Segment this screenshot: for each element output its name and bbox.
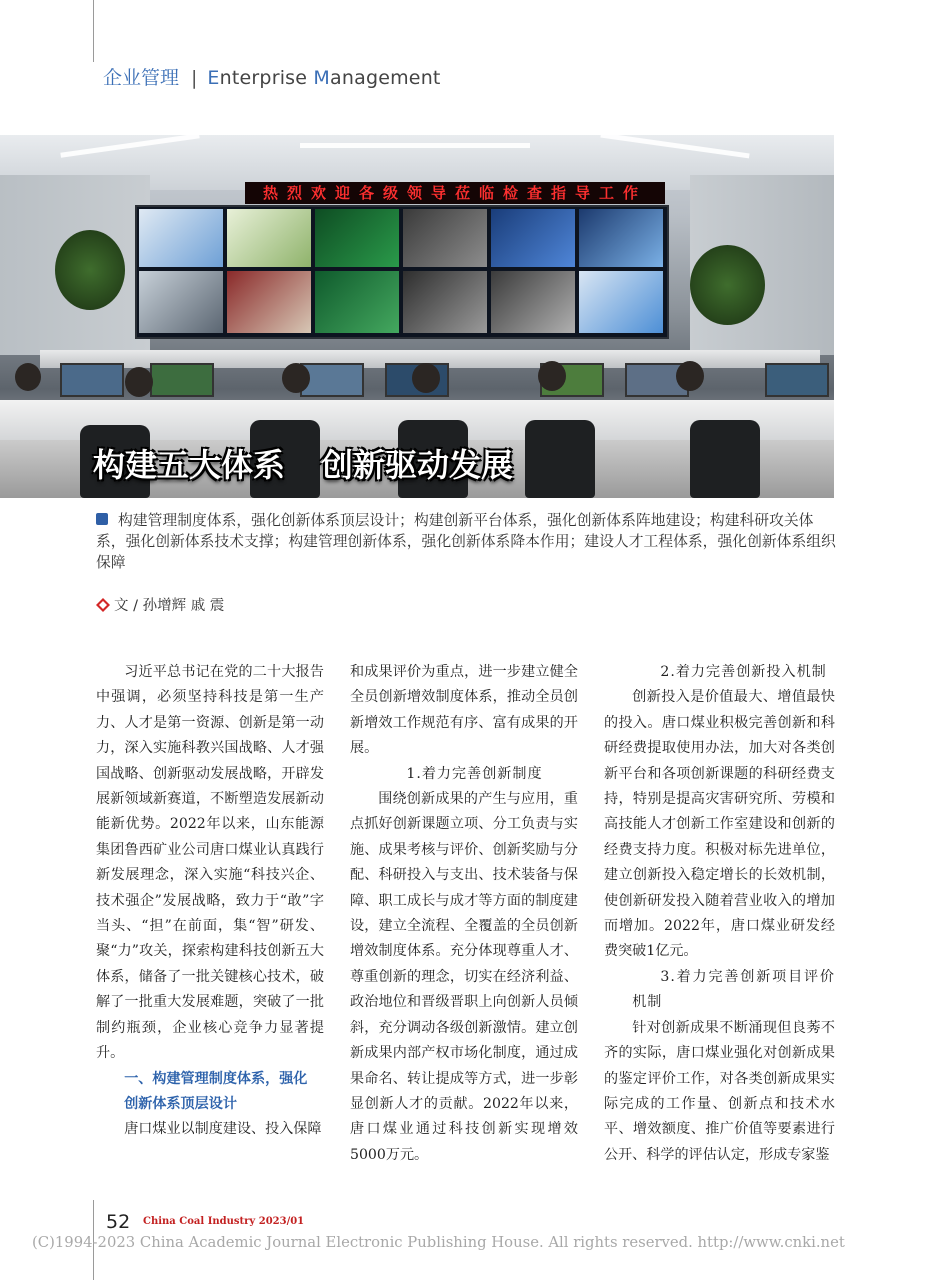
operator <box>125 367 153 397</box>
operator <box>412 363 440 393</box>
body-column-1 <box>96 660 324 1143</box>
article-title-part2: 创新驱动发展 <box>321 446 514 484</box>
section-heading-line1: 一、构建管理制度体系，强化 <box>124 1070 308 1087</box>
subheading: 2.着力完善创新投入机制 <box>660 664 827 680</box>
byline-text: 文 / 孙增辉 戚 震 <box>114 598 225 614</box>
section-title-en: Enterprise Management <box>207 67 441 89</box>
byline <box>96 594 224 615</box>
subheading: 3.着力完善创新项目评价机制 <box>632 968 835 1011</box>
body-column-3 <box>604 660 835 1168</box>
plant-left <box>55 230 125 310</box>
operator <box>676 361 704 391</box>
video-wall <box>135 205 669 339</box>
article-title-part1: 构建五大体系 <box>93 446 286 484</box>
monitor <box>60 363 124 397</box>
article-summary <box>96 510 838 573</box>
operator <box>538 361 566 391</box>
operator <box>15 363 41 391</box>
body-paragraph: 围绕创新成果的产生与应用，重点抓好创新课题立项、分工负责与实施、成果考核与评价、创新奖励与分配、科研投入与支出、技术装备与保障、职工成长与成才等方面的制度建设，建立全流程、全覆盖的全员创新增效制度体系。充分体现尊重人才、尊重创新的理念，切实在经济利益、政治地位和晋级晋职上向创新人员倾斜，充分调动各级创新激情。建立创新成果内部产权市场化制度，通过成果命名、转让提成等方式，进一步彰显创新人才的贡献。2022年以来，唐口煤业通过科技创新实现增效5000万元。 <box>350 791 578 1163</box>
body-column-2 <box>350 660 578 1168</box>
monitor <box>765 363 829 397</box>
copyright-notice: (C)1994-2023 China Academic Journal Electronic Publishing House. All rights reserved. http://www.cnki.net <box>32 1234 845 1251</box>
journal-issue: 2023/01 <box>258 1216 305 1227</box>
plant-right <box>690 245 765 325</box>
led-banner: 热烈欢迎各级领导莅临检查指导工作 <box>245 182 665 204</box>
summary-text: 构建管理制度体系，强化创新体系顶层设计；构建创新平台体系，强化创新体系阵地建设；构建科研攻关体系，强化创新体系技术支撑；构建管理创新体系，强化创新体系降本作用；建设人才工程体系，强化创新体系组织保障 <box>96 512 836 571</box>
subheading: 1.着力完善创新制度 <box>406 765 543 782</box>
section-heading-line2: 创新体系顶层设计 <box>124 1095 237 1112</box>
section-header <box>103 63 441 90</box>
body-paragraph-continued: 和成果评价为重点，进一步建立健全全员创新增效制度体系，推动全员创新增效工作规范有序、富有成果的开展。 <box>350 664 578 757</box>
body-paragraph: 习近平总书记在党的二十大报告中强调，必须坚持科技是第一生产力、人才是第一资源、创新是第一动力，深入实施科教兴国战略、人才强国战略、创新驱动发展战略，开辟发展新领域新赛道，不断塑造发展新动能新优势。2022年以来，山东能源集团鲁西矿业公司唐口煤业认真践行新发展理念，深入实施“科技兴企、技术强企”发展战略，致力于“敢”字当头、“担”在前面，集“智”研发、聚“力”攻关，探索构建科技创新五大体系，储备了一批关键核心技术，破解了一批重大发展难题，突破了一批制约瓶颈，企业核心竞争力显著提升。 <box>96 664 324 1062</box>
section-separator: | <box>191 67 198 89</box>
body-paragraph: 唐口煤业以制度建设、投入保障 <box>124 1121 322 1138</box>
section-title-cn: 企业管理 <box>103 67 180 89</box>
body-paragraph: 创新投入是价值最大、增值最快的投入。唐口煤业积极完善创新和科研经费提取使用办法，加大对各类创新平台和各项创新课题的科研经费支持，特别是提高灾害研究所、劳模和高技能人才创新工作室建设和创新的经费支持力度。积极对标先进单位，建立创新投入稳定增长的长效机制，使创新研发投入随着营业收入的增加而增加。2022年，唐口煤业研发经费突破1亿元。 <box>604 689 835 960</box>
monitor <box>150 363 214 397</box>
byline-diamond-icon <box>96 598 110 612</box>
office-chair <box>525 420 595 498</box>
journal-name: China Coal Industry 2023/01 <box>143 1216 305 1227</box>
article-title <box>93 440 513 486</box>
page-number: 52 <box>106 1211 131 1233</box>
body-paragraph: 针对创新成果不断涌现但良莠不齐的实际，唐口煤业强化对创新成果的鉴定评价工作，对各类创新成果实际完成的工作量、创新点和技术水平、增效额度、推广价值等要素进行公开、科学的评估认定，形成专家鉴 <box>604 1019 835 1163</box>
operator <box>282 363 310 393</box>
left-margin-rule-top <box>93 0 94 62</box>
office-chair <box>690 420 760 498</box>
